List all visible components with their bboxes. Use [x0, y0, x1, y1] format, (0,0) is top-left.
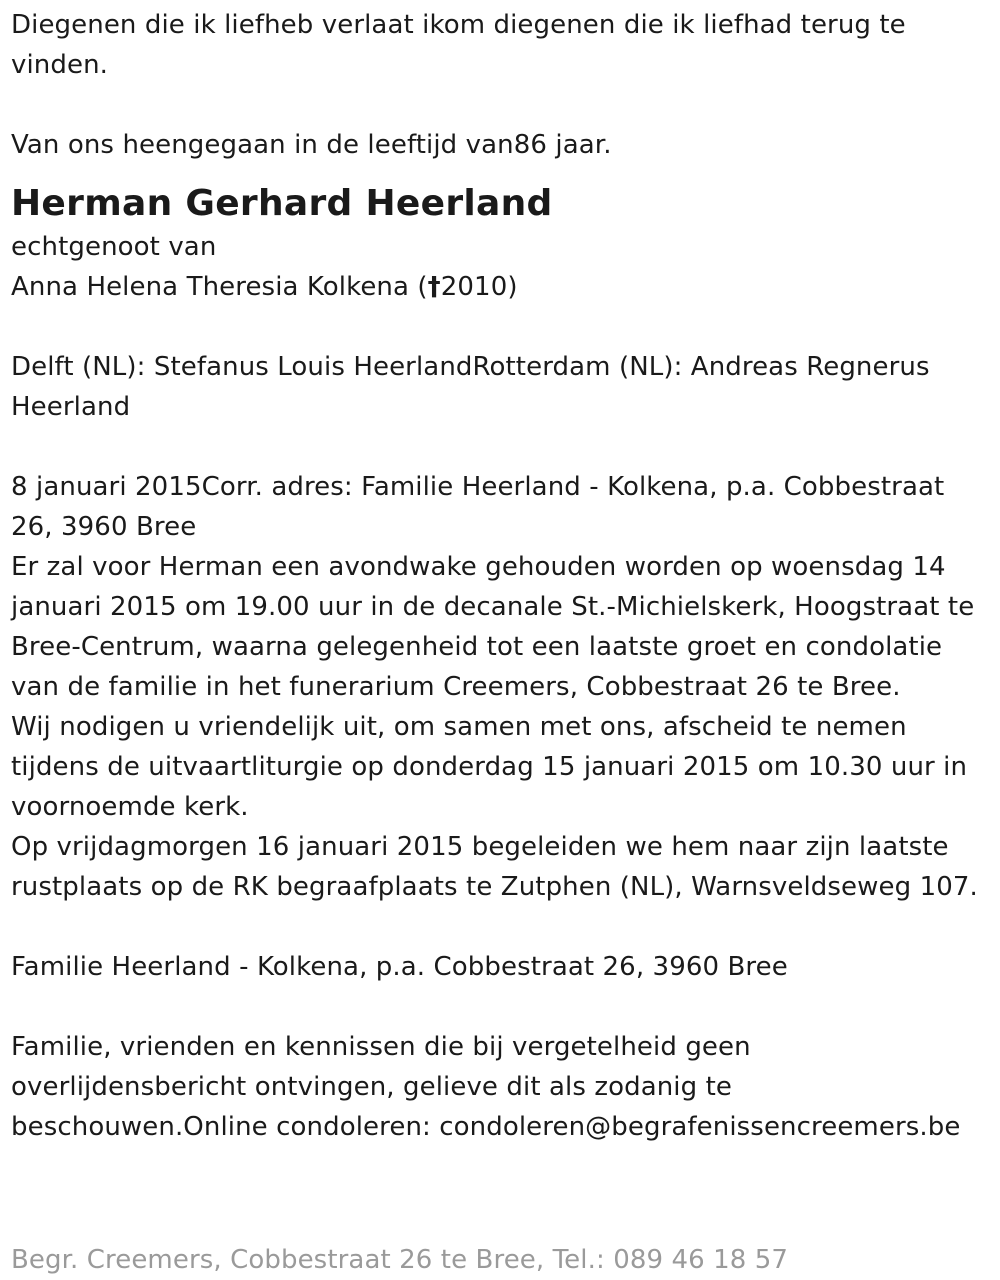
spouse-line — [11, 267, 989, 307]
spacer — [11, 85, 989, 125]
date-address: 8 januari 2015Corr. adres: Familie Heerland - Kolkena, p.a. Cobbestraat 26, 3960 Bree — [11, 472, 945, 542]
notice-line-condolence: beschouwen.Online condoleren: condoleren@begrafenissencreemers.be — [11, 1112, 961, 1142]
spouse-label: echtgenoot van — [11, 232, 217, 262]
wake-paragraph: Er zal voor Herman een avondwake gehouden worden op woensdag 14 januari 2015 om 19.00 uur in de decanale St.-Michielskerk, Hoogstraat te Bree-Centrum, waarna gelegenheid tot een laatste groet en condolatie van de familie in het funerarium Creemers, Cobbestraat 26 te Bree. — [11, 552, 975, 702]
spacer — [11, 987, 989, 1027]
cross-icon: † — [427, 272, 441, 302]
age-line: Van ons heengegaan in de leeftijd van86 jaar. — [11, 130, 612, 160]
family-address: Familie Heerland - Kolkena, p.a. Cobbestraat 26, 3960 Bree — [11, 952, 788, 982]
spacer — [11, 907, 989, 947]
burial-paragraph: Op vrijdagmorgen 16 januari 2015 begeleiden we hem naar zijn laatste rustplaats op de RK begraafplaats te Zutphen (NL), Warnsveldseweg 107. — [11, 832, 978, 902]
spacer — [11, 427, 989, 467]
intro-quote: Diegenen die ik liefheb verlaat ikom diegenen die ik liefhad terug te vinden. — [11, 10, 906, 80]
children-line: Delft (NL): Stefanus Louis HeerlandRotterdam (NL): Andreas Regnerus Heerland — [11, 352, 930, 422]
funeral-paragraph: Wij nodigen u vriendelijk uit, om samen met ons, afscheid te nemen tijdens de uitvaartliturgie op donderdag 15 januari 2015 om 10.30 uur in voornoemde kerk. — [11, 712, 968, 822]
funeral-home-footer: Begr. Creemers, Cobbestraat 26 te Bree, Tel.: 089 46 18 57 — [11, 1245, 789, 1275]
notice-line: overlijdensbericht ontvingen, gelieve dit als zodanig te — [11, 1072, 732, 1102]
deceased-name: Herman Gerhard Heerland — [11, 183, 553, 224]
spacer — [11, 307, 989, 347]
spouse-death-year: 2010) — [440, 272, 518, 302]
notice-line: Familie, vrienden en kennissen die bij vergetelheid geen — [11, 1032, 751, 1062]
spouse-name: Anna Helena Theresia Kolkena ( — [11, 272, 428, 302]
